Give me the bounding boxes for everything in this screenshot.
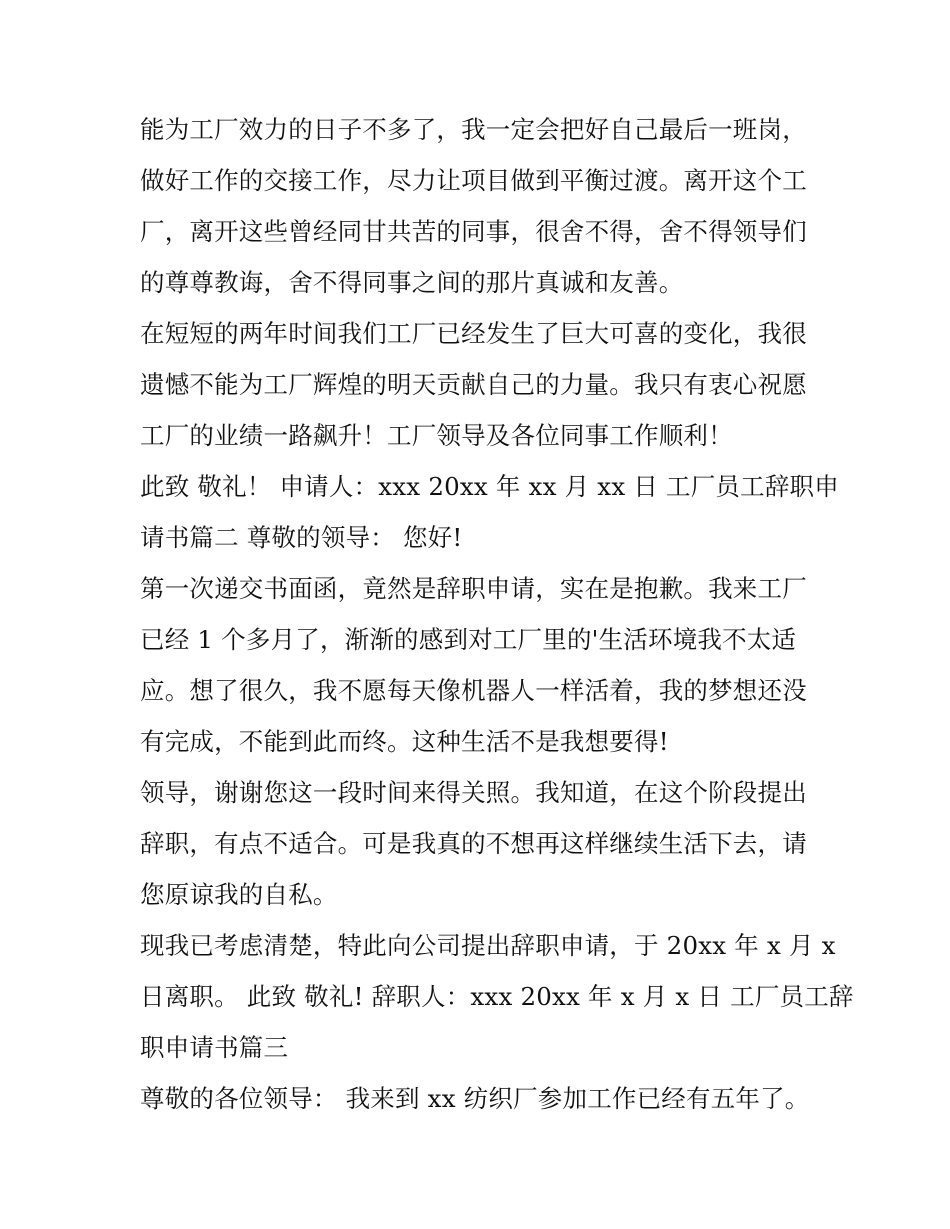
text-line: 请书篇二 尊敬的领导： 您好!: [140, 523, 463, 552]
text-line: 有完成，不能到此而终。这种生活不是我想要得!: [140, 727, 669, 756]
text-line: 应。想了很久，我不愿每天像机器人一样活着，我的梦想还没: [140, 676, 807, 705]
text-line: 此致 敬礼！ 申请人：xxx 20xx 年 xx 月 xx 日 工厂员工辞职申: [140, 472, 839, 501]
document-body: [140, 104, 854, 1124]
text-line: 已经 1 个多月了，渐渐的感到对工厂里的'生活环境我不太适: [140, 625, 797, 654]
text-line: 在短短的两年时间我们工厂已经发生了巨大可喜的变化，我很: [140, 319, 807, 348]
text-line: 您原谅我的自私。: [140, 880, 338, 909]
text-line: 厂，离开这些曾经同甘共苦的同事，很舍不得，舍不得领导们: [140, 217, 807, 246]
text-line: 尊敬的各位领导： 我来到 xx 纺织厂参加工作已经有五年了。: [140, 1084, 810, 1113]
text-line: 日离职。 此致 敬礼! 辞职人：xxx 20xx 年 x 月 x 日 工厂员工辞: [140, 982, 854, 1011]
text-line: 做好工作的交接工作，尽力让项目做到平衡过渡。离开这个工: [140, 166, 807, 195]
text-line: 的尊尊教诲，舍不得同事之间的那片真诚和友善。: [140, 268, 684, 297]
text-line: 职申请书篇三: [140, 1033, 289, 1062]
text-line: 能为工厂效力的日子不多了，我一定会把好自己最后一班岗，: [140, 115, 807, 144]
text-line: 遗憾不能为工厂辉煌的明天贡献自己的力量。我只有衷心祝愿: [140, 370, 807, 399]
text-line: 第一次递交书面函，竟然是辞职申请，实在是抱歉。我来工厂: [140, 574, 807, 603]
text-line: 领导，谢谢您这一段时间来得关照。我知道，在这个阶段提出: [140, 778, 807, 807]
text-line: 辞职，有点不适合。可是我真的不想再这样继续生活下去，请: [140, 829, 807, 858]
text-line: 现我已考虑清楚，特此向公司提出辞职申请，于 20xx 年 x 月 x: [140, 931, 836, 960]
text-line: 工厂的业绩一路飙升！工厂领导及各位同事工作顺利！: [140, 421, 733, 450]
